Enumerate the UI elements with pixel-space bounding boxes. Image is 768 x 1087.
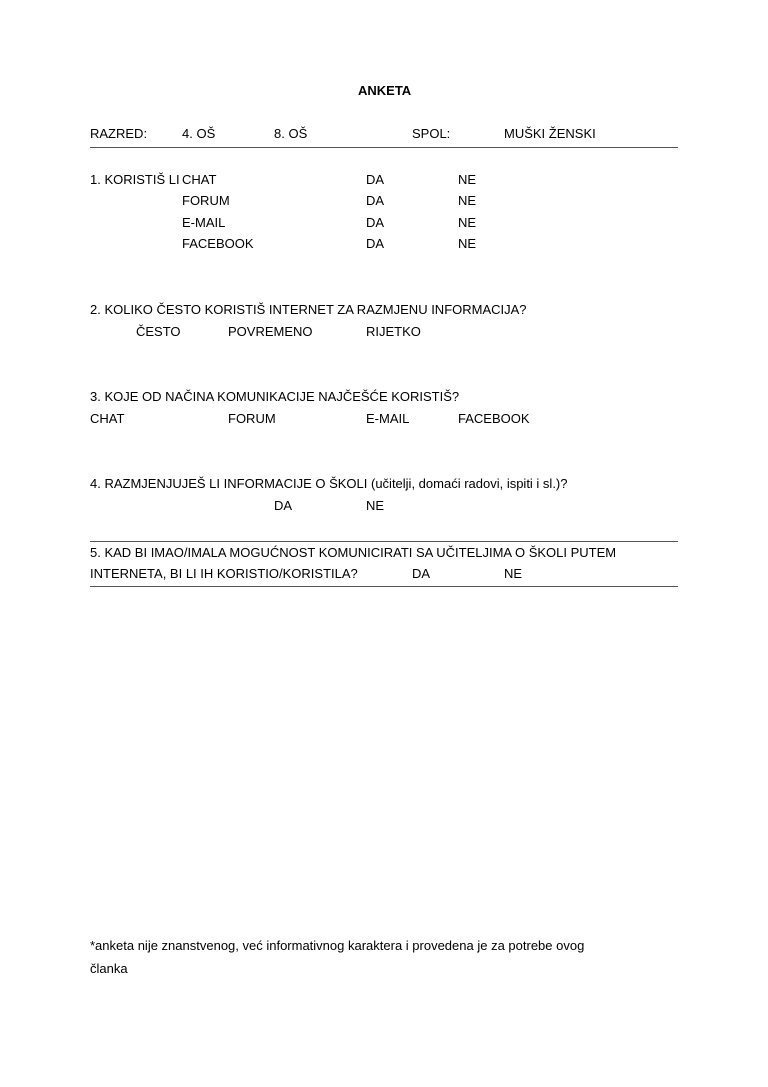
q2-option-povremeno: POVREMENO xyxy=(228,324,313,339)
q4-no: NE xyxy=(366,498,385,513)
razred-label: RAZRED: xyxy=(90,126,148,141)
q1-no-chat: NE xyxy=(458,172,477,187)
q1-item-facebook: FACEBOOK xyxy=(182,236,254,251)
q1-item-email: E-MAIL xyxy=(182,215,226,230)
spol-options: MUŠKI ŽENSKI xyxy=(504,126,596,141)
q3-option-email: E-MAIL xyxy=(366,411,410,426)
q1-yes-chat: DA xyxy=(366,172,385,187)
q5-bottom-divider xyxy=(90,586,678,587)
header-divider xyxy=(90,147,678,148)
q1-item-forum: FORUM xyxy=(182,193,230,208)
q1-item-chat: CHAT xyxy=(182,172,217,187)
footnote-line1: *anketa nije znanstvenog, već informativnog karaktera i provedena je za potrebe ovog xyxy=(90,938,585,953)
q1-yes-forum: DA xyxy=(366,193,385,208)
footnote-line2: članka xyxy=(90,961,128,976)
q5-yes: DA xyxy=(412,566,431,581)
q3-option-forum: FORUM xyxy=(228,411,276,426)
q1-question: 1. KORISTIŠ LI xyxy=(90,172,180,187)
q3-option-facebook: FACEBOOK xyxy=(458,411,530,426)
q5-top-divider xyxy=(90,541,678,542)
q3-question: 3. KOJE OD NAČINA KOMUNIKACIJE NAJČEŠĆE KORISTIŠ? xyxy=(90,389,460,404)
q5-question-line1: 5. KAD BI IMAO/IMALA MOGUĆNOST KOMUNICIRATI SA UČITELJIMA O ŠKOLI PUTEM xyxy=(90,545,617,560)
q5-no: NE xyxy=(504,566,523,581)
q2-question: 2. KOLIKO ČESTO KORISTIŠ INTERNET ZA RAZMJENU INFORMACIJA? xyxy=(90,302,527,317)
q1-no-email: NE xyxy=(458,215,477,230)
q1-no-facebook: NE xyxy=(458,236,477,251)
razred-option-8os: 8. OŠ xyxy=(274,126,308,141)
q1-yes-facebook: DA xyxy=(366,236,385,251)
q1-no-forum: NE xyxy=(458,193,477,208)
razred-option-4os: 4. OŠ xyxy=(182,126,216,141)
q5-question-line2: INTERNETA, BI LI IH KORISTIO/KORISTILA? xyxy=(90,566,358,581)
q3-option-chat: CHAT xyxy=(90,411,125,426)
q4-question: 4. RAZMJENJUJEŠ LI INFORMACIJE O ŠKOLI (učitelji, domaći radovi, ispiti i sl.)? xyxy=(90,476,568,491)
q2-option-cesto: ČESTO xyxy=(136,324,181,339)
q4-yes: DA xyxy=(274,498,293,513)
q2-option-rijetko: RIJETKO xyxy=(366,324,421,339)
page-title: ANKETA xyxy=(358,83,412,98)
spol-label: SPOL: xyxy=(412,126,451,141)
q1-yes-email: DA xyxy=(366,215,385,230)
